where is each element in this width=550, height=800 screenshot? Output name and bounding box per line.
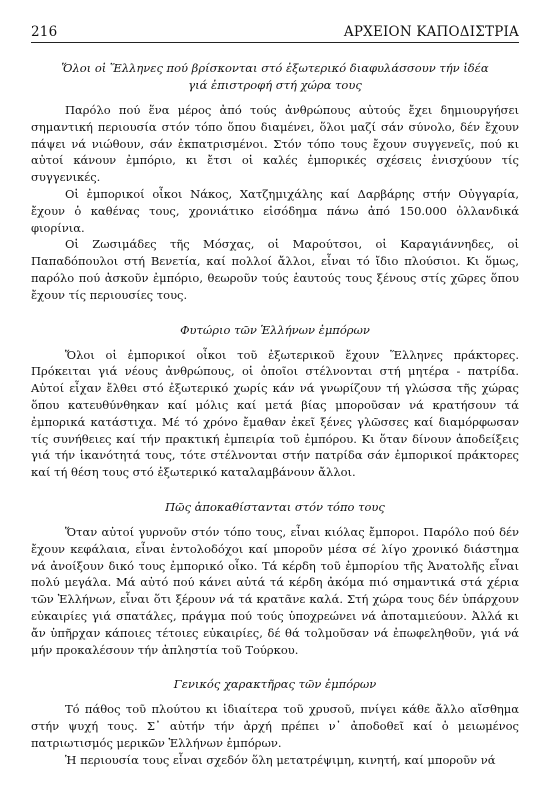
paragraph: Οἱ ἐμπορικοί οἶκοι Νάκος, Χατζημιχάλης καί Δαρβάρης στήν Οὐγγαρία, ἔχουν ὁ καθένας τους, χρονιάτικο εἰσόδημα πάνω ἀπό 150.000 ὀλλανδικά φιορίνια. (31, 186, 519, 235)
paragraph: Τό πάθος τοῦ πλούτου κι ἰδιαίτερα τοῦ χρυσοῦ, πνίγει κάθε ἄλλο αἴσθημα στήν ψυχή τους. Σ᾽ αὐτήν τήν ἀρχή πρέπει ν᾽ ἀποδοθεῖ καί ὁ μειωμένος πατριωτισμός μερικῶν Ἑλλήνων ἐμπόρων. (31, 702, 519, 750)
running-header (31, 24, 519, 43)
running-title: ΑΡΧΕΙΟΝ ΚΑΠΟΔΙΣΤΡΙΑ (343, 24, 519, 40)
paragraph: Παρόλο πού ἕνα μέρος ἀπό τούς ἀνθρώπους αὐτούς ἔχει δημιουργήσει σημαντική περιουσία στόν τόπο ὅπου διαμένει, ὅλοι μαζί σάν σύνολο, δέν ἔχουν πάψει νά νιώθουν, σάν ἐκπατρισμένοι. Στόν τόπο τους ἔχουν συγγενεῖς, πού κι αὐτοί κάνουν ἐμπόριο, κι ἔτσι οἱ καλές ἐμπορικές σχέσεις ἐνισχύουν τίς συγγενικές. (31, 103, 519, 185)
paragraph: Ὅλοι οἱ ἐμπορικοί οἶκοι τοῦ ἐξωτερικοῦ ἔχουν Ἕλληνες πράκτορες. Πρόκειται γιά νέους ἀνθρώπους, οἱ ὁποῖοι στέλνονται στή μητέρα - πατρίδα. Αὐτοί εἶχαν ἔλθει στό ἐξωτερικό χωρίς κάν νά γνωρίζουν τή γλώσσα τῆς χώρας ὅπου κατευθύνθηκαν καί μόλις καί μετά βίας μποροῦσαν νά κρατήσουν τά ἐμπορικά κατάστιχα. Μέ τό χρόνο ἔμαθαν ἐκεῖ ξένες γλῶσσες καί διαμόρφωσαν τίς συνήθειες καί τήν πρακτική ἐμπειρία τοῦ ἐμπόρου. Κι ὅταν δίνουν ἀποδείξεις γιά τήν ἱκανότητά τους, τότε στέλνονται στήν πατρίδα σάν ἐμπορικοί πράκτορες καί τή θέση τους στό ἐξωτερικό καταλαμβάνουν ἄλλοι. (31, 347, 519, 480)
paragraph: Ὅταν αὐτοί γυρνοῦν στόν τόπο τους, εἶναι κιόλας ἔμποροι. Παρόλο πού δέν ἔχουν κεφάλαια, εἶναι ἐντολοδόχοι καί μποροῦν μέσα σέ λίγο χρονικό διάστημα νά ἀνοίξουν δικό τους ἐμπορικό οἶκο. Τά κέρδη τοῦ ἐμπορίου τῆς Ἀνατολῆς εἶναι πολύ μεγάλα. Μά αὐτό πού κάνει αὐτά τά κέρδη ἀκόμα πιό σημαντικά στά χέρια τῶν Ἑλλήνων, εἶναι ὅτι ξέρουν νά τά κρατᾶνε καλά. Στή χώρα τους δέν ὑπάρχουν εὐκαιρίες γιά σπατάλες, πράγμα πού τούς ὑποχρεώνει νά ἀποταμιεύουν. Ἀλλά κι ἄν ὑπῆρχαν κάποιες τέτοιες εὐκαιρίες, δέ θά τολμοῦσαν νά ἐπωφεληθοῦν, γιά νά μήν προκαλέσουν τήν ἀπληστία τοῦ Τούρκου. (31, 524, 519, 657)
section-heading: Φυτώριο τῶν Ἑλλήνων ἐμπόρων (180, 322, 370, 337)
section-heading: Γενικός χαρακτῆρας τῶν ἐμπόρων (173, 677, 377, 692)
section-heading: Ὅλοι οἱ Ἕλληνες πού βρίσκονται στό ἐξωτερικό διαφυλάσσουν τήν ἰδέα γιά ἐπιστροφή στή χώρα τους (61, 61, 489, 92)
page-number: 216 (31, 24, 58, 40)
section-heading: Πῶς ἀποκαθίστανται στόν τόπο τους (165, 499, 385, 514)
page-body (31, 60, 519, 769)
paragraph: Οἱ Ζωσιμάδες τῆς Μόσχας, οἱ Μαρούτσοι, οἱ Καραγιάννηδες, οἱ Παπαδόπουλοι στή Βενετία, καί πολλοί ἄλλοι, εἶναι τό ἴδιο πλούσιοι. Κι ὅμως, παρόλο πού ἀσκοῦν ἐμπόριο, θεωροῦν τούς ἑαυτούς τους ξένους στίς χῶρες ὅπου ἔχουν τίς περιουσίες τους. (31, 237, 519, 302)
paragraph: Ἡ περιουσία τους εἶναι σχεδόν ὅλη μετατρέψιμη, κινητή, καί μποροῦν νά (65, 752, 496, 767)
